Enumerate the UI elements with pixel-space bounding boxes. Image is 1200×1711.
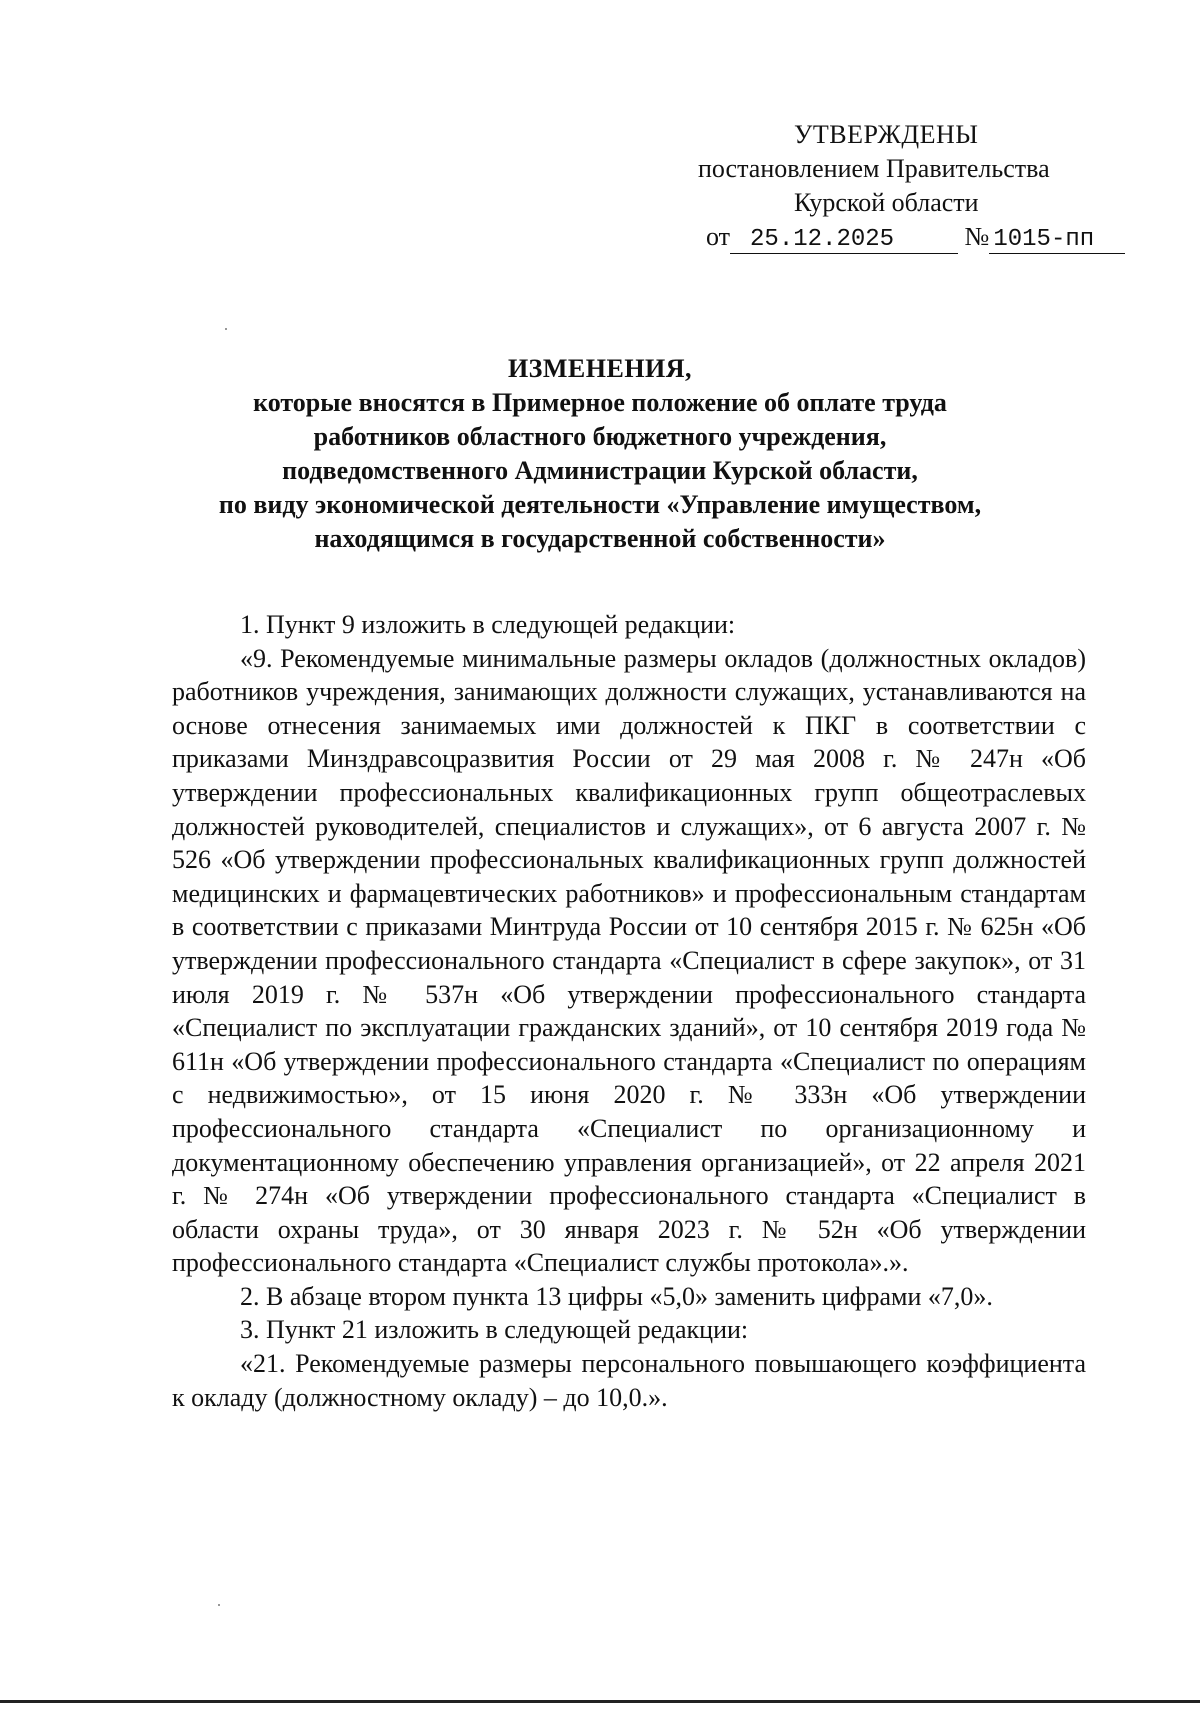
scan-speck — [218, 1604, 220, 1606]
approval-title: УТВЕРЖДЕНЫ — [794, 120, 979, 149]
document-body — [172, 608, 1086, 1414]
scan-speck — [225, 328, 227, 330]
paragraph-point-9: «9. Рекомендуемые минимальные размеры окладов (должностных окладов) работников учреждения, занимающих должности служащих, устанавливаются на основе отнесения занимаемых ими должностей к ПКГ в соответствии с приказами Минздравсоцразвития России от 29 мая 2008 г. № 247н «Об утверждении профессиональных квалификационных групп общеотраслевых должностей руководителей, специалистов и служащих», от 6 августа 2007 г. № 526 «Об утверждении профессиональных квалификационных групп должностей медицинских и фармацевтических работников» и профессиональным стандартам в соответствии с приказами Минтруда России от 10 сентября 2015 г. № 625н «Об утверждении профессионального стандарта «Специалист в сфере закупок», от 31 июля 2019 г. № 537н «Об утверждении профессионального стандарта «Специалист по эксплуатации гражданских зданий», от 10 сентября 2019 года № 611н «Об утверждении профессионального стандарта «Специалист по операциям с недвижимостью», от 15 июня 2020 г. № 333н «Об утверждении профессионального стандарта «Специалист по организационному и документационному обеспечению управления организацией», от 22 апреля 2021 г. № 274н «Об утверждении профессионального стандарта «Специалист в области охраны труда», от 30 января 2023 г. № 52н «Об утверждении профессионального стандарта «Специалист службы протокола».». — [172, 643, 1086, 1278]
scan-bottom-edge — [0, 1700, 1200, 1703]
approval-line-resolution: постановлением Правительства — [698, 154, 1050, 183]
approval-date: 25.12.2025 — [730, 227, 958, 254]
document-heading — [150, 352, 1050, 556]
number-prefix: № — [964, 222, 990, 251]
document-title: ИЗМЕНЕНИЯ, — [507, 354, 693, 383]
paragraph-item-2: 2. В абзаце втором пункта 13 цифры «5,0» заменить цифрами «7,0». — [240, 1281, 993, 1311]
subtitle-line: подведомственного Администрации Курской области, — [282, 456, 918, 485]
subtitle-line: которые вносятся в Примерное положение об оплате труда — [253, 388, 947, 417]
subtitle-line: работников областного бюджетного учреждения, — [313, 422, 887, 451]
paragraph-item-1: 1. Пункт 9 изложить в следующей редакции: — [240, 610, 736, 639]
paragraph-item-3: 3. Пункт 21 изложить в следующей редакции: — [240, 1315, 749, 1345]
approval-date-number-line — [706, 220, 1125, 254]
approval-line-region: Курской области — [794, 188, 979, 217]
date-prefix: от — [706, 222, 731, 251]
subtitle-line: находящимся в государственной собственности» — [314, 524, 886, 553]
paragraph-point-21: «21. Рекомендуемые размеры персонального повышающего коэффициента к окладу (должностному окладу) – до 10,0.». — [172, 1349, 1086, 1412]
subtitle-line: по виду экономической деятельности «Управление имуществом, — [218, 490, 982, 519]
approval-number: 1015-пп — [989, 227, 1125, 254]
